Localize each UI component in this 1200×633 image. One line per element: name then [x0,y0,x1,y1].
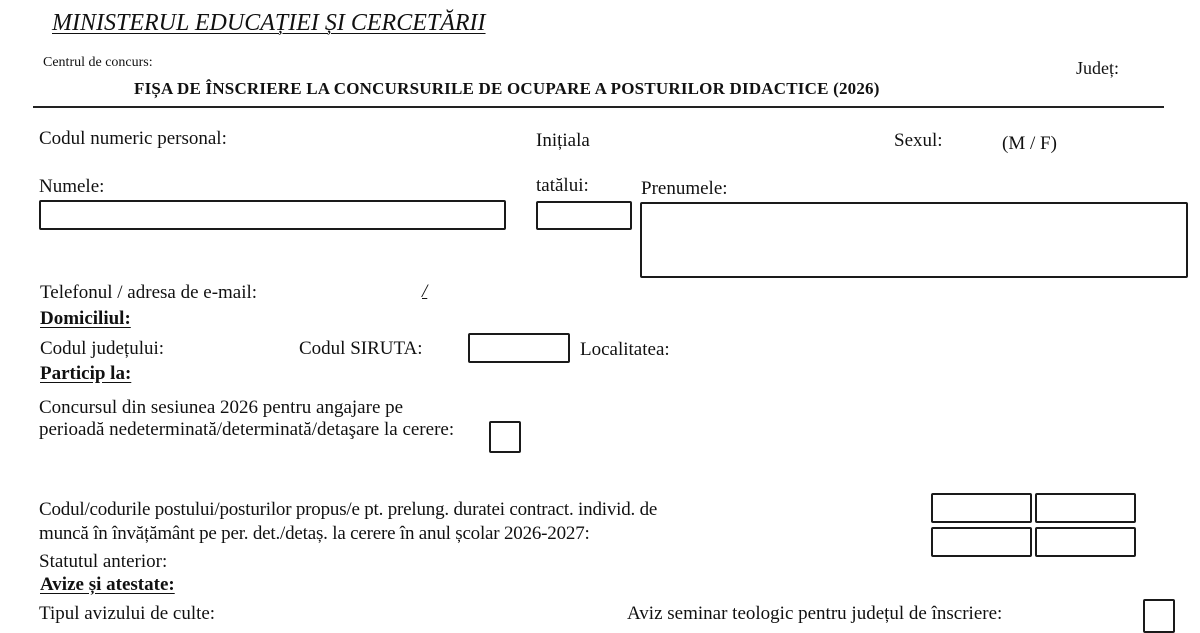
cult-approval-label: Tipul avizului de culte: [39,603,216,624]
county-label: Județ: [1076,58,1119,78]
header-divider [33,106,1164,108]
county-code-label: Codul județului: [40,338,165,359]
domicile-section-title: Domiciliul: [40,308,131,329]
sex-options[interactable]: (M / F) [1002,133,1057,154]
contest-checkbox[interactable] [489,421,521,453]
siruta-label: Codul SIRUTA: [299,338,423,359]
form-title: FIȘA DE ÎNSCRIERE LA CONCURSURILE DE OCUPARE A POSTURILOR DIDACTICE (2026) [134,79,880,98]
sex-label: Sexul: [894,130,943,151]
seminary-checkbox[interactable] [1143,599,1175,633]
phone-email-label: Telefonul / adresa de e-mail: [40,282,258,303]
ministry-title: MINISTERUL EDUCAȚIEI ȘI CERCETĂRII [52,10,486,36]
siruta-field[interactable] [468,333,570,363]
father-initial-label: Inițiala [536,130,590,151]
first-name-label: Prenumele: [641,178,728,199]
locality-label: Localitatea: [580,339,670,360]
post-code-field-3[interactable] [931,527,1032,557]
post-code-field-4[interactable] [1035,527,1136,557]
cnp-label: Codul numeric personal: [39,128,227,149]
approvals-section-title: Avize și atestate: [40,574,175,595]
last-name-field[interactable] [39,200,506,230]
first-name-field[interactable] [640,202,1188,278]
exam-center-label: Centrul de concurs: [43,55,153,70]
contest-label: Concursul din sesiunea 2026 pentru angajare pe perioadă nedeterminată/determinată/detaşare la cerere: [39,397,455,440]
participation-section-title: Particip la: [40,363,132,384]
last-name-label: Numele: [39,176,105,197]
father-initial-field[interactable] [536,201,632,230]
phone-email-separator[interactable]: / [422,281,428,302]
post-codes-label-line1: Codul/codurile postului/posturilor propus/e pt. prelung. duratei contract. individ. de [39,499,658,520]
post-code-field-2[interactable] [1035,493,1136,523]
previous-status-label: Statutul anterior: [39,551,168,572]
post-code-field-1[interactable] [931,493,1032,523]
post-codes-label-line2: muncă în învățământ pe per. det./detaș. la cerere în anul școlar 2026-2027: [39,523,590,544]
seminary-approval-label: Aviz seminar teologic pentru județul de înscriere: [627,603,1003,624]
father-initial-label-2: tatălui: [536,175,589,196]
